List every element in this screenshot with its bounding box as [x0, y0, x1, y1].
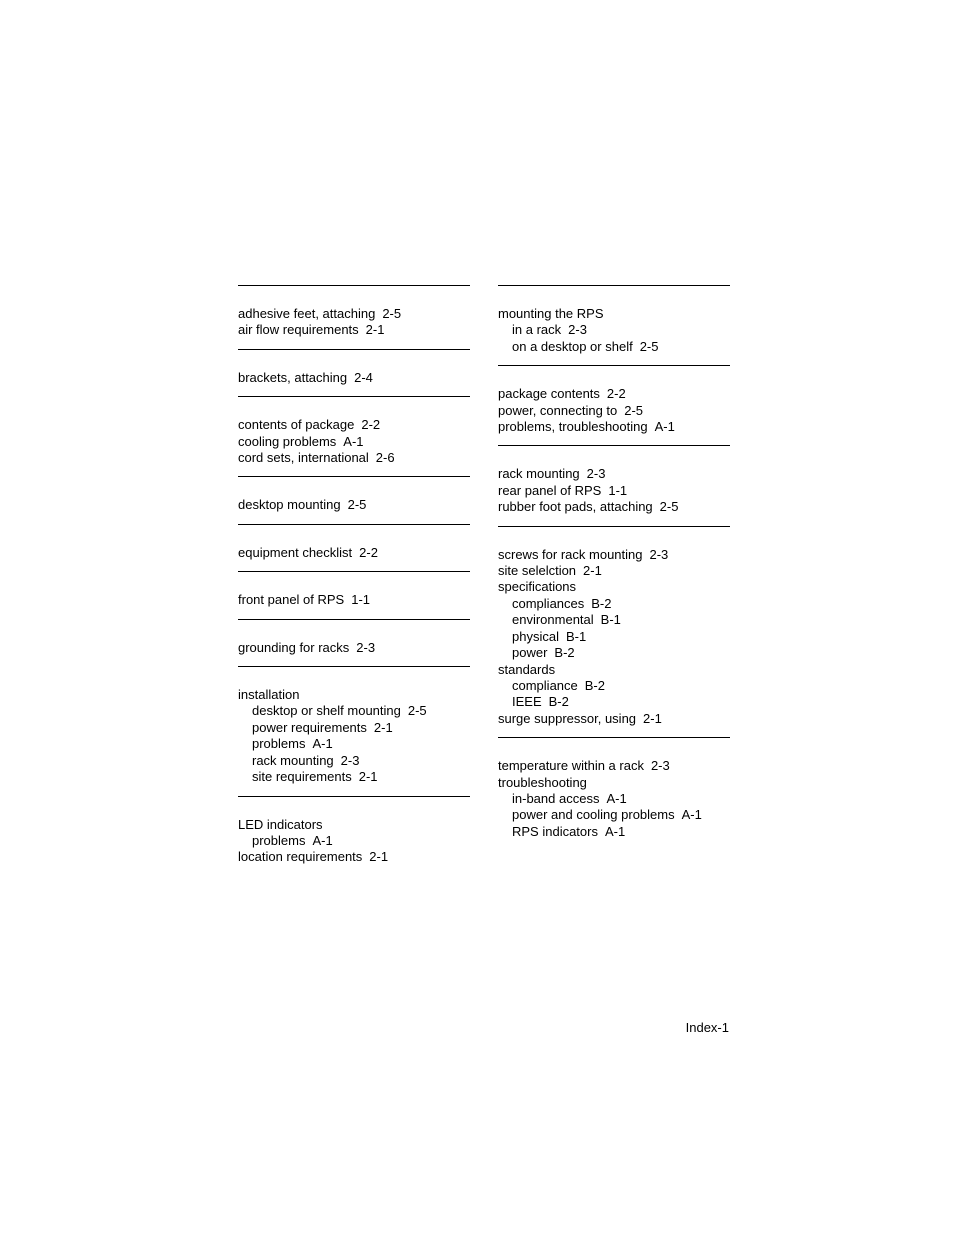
index-page-ref[interactable]: A-1: [343, 433, 364, 449]
index-term: physical: [512, 628, 559, 644]
index-entry: [238, 497, 470, 513]
index-page-ref[interactable]: 2-3: [356, 639, 376, 655]
index-letter-group: [238, 796, 470, 876]
index-term: equipment checklist: [238, 544, 353, 560]
index-entry: [498, 563, 730, 579]
index-entry: [238, 322, 470, 338]
index-page-ref[interactable]: 2-1: [373, 719, 393, 735]
index-term: site requirements: [252, 769, 352, 785]
index-column-right: [498, 285, 730, 850]
index-page-ref[interactable]: 2-5: [659, 499, 679, 515]
index-term: brackets, attaching: [238, 369, 348, 385]
index-page-ref[interactable]: B-2: [548, 694, 569, 710]
index-page-ref[interactable]: B-2: [591, 595, 612, 611]
index-entry: [238, 849, 470, 865]
index-term: mounting the RPS: [498, 306, 604, 321]
index-subentry: [498, 694, 730, 710]
index-page-ref[interactable]: 2-3: [568, 322, 587, 338]
index-subentry: [498, 339, 730, 355]
index-term: compliance: [512, 677, 578, 693]
index-term: installation: [238, 687, 300, 703]
index-entry: [238, 434, 470, 450]
index-entry: [498, 547, 730, 563]
index-entry: [498, 386, 730, 402]
index-letter-group: [238, 476, 470, 523]
index-page-ref[interactable]: A-1: [654, 419, 675, 435]
index-term: power requirements: [252, 719, 367, 735]
index-term: rack mounting: [498, 466, 580, 482]
index-term: power, connecting to: [498, 402, 618, 418]
index-subentry: [238, 753, 470, 769]
index-term: package contents: [498, 386, 600, 402]
index-subentry: [498, 645, 730, 661]
index-entry: [238, 592, 470, 608]
index-letter-group: [238, 285, 470, 349]
index-term: standards: [498, 661, 556, 677]
index-term: rack mounting: [252, 752, 334, 768]
index-term: cord sets, international: [238, 450, 369, 466]
index-page-ref[interactable]: A-1: [312, 832, 333, 848]
index-entry: [498, 466, 730, 482]
index-page-ref[interactable]: A-1: [681, 807, 702, 823]
index-entry: [498, 419, 730, 435]
index-page-ref[interactable]: B-1: [600, 612, 621, 628]
index-entry: [498, 483, 730, 499]
index-subentry: [238, 720, 470, 736]
index-term: desktop mounting: [238, 497, 341, 513]
index-page-ref[interactable]: 2-5: [407, 703, 427, 719]
index-subentry: [238, 736, 470, 752]
index-page-ref[interactable]: A-1: [312, 736, 333, 752]
index-page-ref[interactable]: A-1: [606, 790, 627, 806]
index-term: cooling problems: [238, 433, 337, 449]
index-subentry: [498, 791, 730, 807]
index-term: grounding for racks: [238, 639, 350, 655]
index-entry: [498, 306, 730, 322]
index-letter-group: [238, 666, 470, 795]
index-page-ref[interactable]: 2-5: [382, 306, 402, 321]
index-term: problems: [252, 832, 306, 848]
index-term: rubber foot pads, attaching: [498, 499, 653, 515]
index-term: desktop or shelf mounting: [252, 703, 401, 719]
index-entry: [238, 450, 470, 466]
index-page-ref[interactable]: 1-1: [351, 592, 371, 608]
index-term: on a desktop or shelf: [512, 338, 633, 354]
index-entry: [238, 370, 470, 386]
index-page-ref[interactable]: 2-3: [650, 758, 670, 774]
index-letter-group: [238, 619, 470, 666]
index-page-ref[interactable]: B-1: [565, 628, 587, 644]
index-entry: [238, 817, 470, 833]
index-subentry: [498, 629, 730, 645]
index-subentry: [498, 807, 730, 823]
index-term: air flow requirements: [238, 322, 359, 338]
index-subentry: [238, 703, 470, 719]
index-page-ref[interactable]: 2-4: [354, 369, 373, 385]
index-subentry: [498, 678, 730, 694]
index-entry: [498, 775, 730, 791]
index-subentry: [498, 824, 730, 840]
index-term: location requirements: [238, 849, 363, 865]
page-number: Index-1: [685, 1020, 729, 1035]
index-term: contents of package: [238, 417, 355, 433]
index-letter-group: [498, 365, 730, 445]
index-letter-group: [238, 524, 470, 571]
index-term: IEEE: [512, 694, 542, 710]
index-page-ref[interactable]: 2-5: [624, 402, 644, 418]
index-page-ref[interactable]: 2-2: [359, 544, 378, 560]
index-page-ref[interactable]: 2-1: [583, 563, 602, 579]
index-term: troubleshooting: [498, 774, 587, 790]
index-page-ref[interactable]: 2-3: [340, 752, 360, 768]
index-subentry: [498, 612, 730, 628]
index-term: compliances: [512, 595, 585, 611]
index-page-ref[interactable]: 2-1: [643, 710, 662, 726]
index-entry: [238, 417, 470, 433]
index-entry: [238, 306, 470, 322]
index-entry: [498, 662, 730, 678]
index-term: problems, troubleshooting: [498, 419, 648, 435]
index-term: RPS indicators: [512, 823, 598, 839]
index-page-ref[interactable]: 2-5: [347, 497, 367, 513]
index-term: site selelction: [498, 563, 577, 579]
index-column-left: [238, 285, 470, 876]
index-term: specifications: [498, 579, 577, 595]
index-letter-group: [238, 396, 470, 476]
index-entry: [498, 579, 730, 595]
index-subentry: [498, 596, 730, 612]
index-entry: [238, 687, 470, 703]
index-page-ref[interactable]: 2-3: [586, 466, 606, 482]
index-subentry: [238, 769, 470, 785]
index-entry: [238, 640, 470, 656]
index-letter-group: [238, 349, 470, 396]
index-page-ref[interactable]: 2-5: [639, 338, 659, 354]
index-entry: [498, 403, 730, 419]
index-subentry: [238, 833, 470, 849]
index-page-ref[interactable]: 2-3: [649, 546, 669, 562]
index-term: temperature within a rack: [498, 758, 644, 774]
index-entry: [498, 758, 730, 774]
index-term: rear panel of RPS: [498, 482, 602, 498]
index-term: front panel of RPS: [238, 592, 345, 608]
index-letter-group: [498, 285, 730, 365]
index-entry: [238, 545, 470, 561]
index-page-ref[interactable]: 2-2: [361, 417, 381, 433]
index-page-ref[interactable]: 2-6: [375, 450, 395, 466]
index-page-ref[interactable]: A-1: [604, 823, 626, 839]
index-letter-group: [238, 571, 470, 618]
index-term: adhesive feet, attaching: [238, 306, 376, 321]
index-term: screws for rack mounting: [498, 546, 643, 562]
index-page-ref[interactable]: 2-1: [358, 769, 378, 785]
index-entry: [498, 711, 730, 727]
index-entry: [498, 499, 730, 515]
index-term: power: [512, 645, 548, 661]
index-page-ref[interactable]: B-2: [584, 677, 605, 693]
index-term: in a rack: [512, 322, 562, 338]
index-page-ref[interactable]: 2-2: [606, 386, 626, 402]
index-letter-group: [498, 526, 730, 737]
index-term: surge suppressor, using: [498, 710, 637, 726]
index-letter-group: [498, 737, 730, 850]
index-subentry: [498, 322, 730, 338]
index-page-ref[interactable]: 1-1: [608, 482, 628, 498]
index-term: LED indicators: [238, 816, 323, 832]
index-term: in-band access: [512, 790, 600, 806]
index-page-ref[interactable]: 2-1: [365, 322, 385, 338]
index-term: environmental: [512, 612, 594, 628]
index-term: problems: [252, 736, 306, 752]
index-page-ref[interactable]: B-2: [554, 645, 575, 661]
index-page-ref[interactable]: 2-1: [369, 849, 389, 865]
index-term: power and cooling problems: [512, 807, 675, 823]
index-letter-group: [498, 445, 730, 525]
